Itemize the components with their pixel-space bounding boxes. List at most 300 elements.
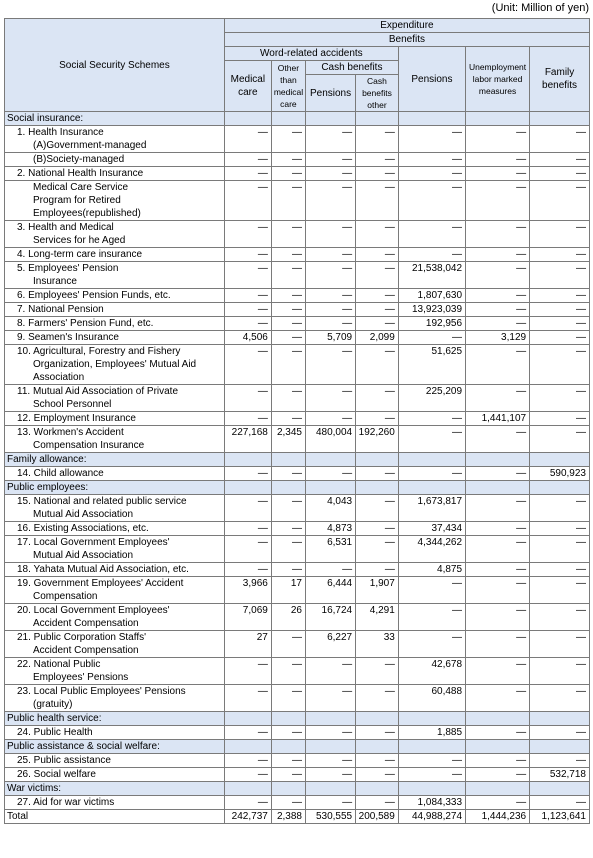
value-cell: — bbox=[398, 167, 465, 181]
scheme-name-line: 16. Existing Associations, etc. bbox=[17, 523, 149, 534]
scheme-name-line: Compensation Insurance bbox=[33, 440, 145, 451]
scheme-name-line: Mutual Aid Association bbox=[33, 509, 134, 520]
scheme-name bbox=[5, 522, 225, 536]
value-cell: — bbox=[530, 126, 590, 153]
table-row bbox=[5, 754, 590, 768]
value-cell: — bbox=[530, 303, 590, 317]
value-cell: 1,444,236 bbox=[466, 810, 530, 824]
value-cell: — bbox=[356, 685, 399, 712]
header-cash-pensions: Pensions bbox=[305, 75, 355, 112]
scheme-name bbox=[5, 385, 225, 412]
section-fill-cell bbox=[530, 740, 590, 754]
value-cell: — bbox=[356, 467, 399, 481]
value-cell: — bbox=[530, 262, 590, 289]
scheme-name bbox=[5, 331, 225, 345]
scheme-name bbox=[5, 536, 225, 563]
value-cell: — bbox=[305, 467, 355, 481]
scheme-name bbox=[5, 631, 225, 658]
section-fill-cell bbox=[530, 481, 590, 495]
value-cell: — bbox=[271, 726, 305, 740]
section-fill-cell bbox=[305, 782, 355, 796]
table-header bbox=[5, 19, 590, 112]
value-cell: — bbox=[466, 726, 530, 740]
value-cell: — bbox=[466, 289, 530, 303]
value-cell: — bbox=[530, 577, 590, 604]
value-cell: — bbox=[271, 658, 305, 685]
value-cell: — bbox=[530, 495, 590, 522]
value-cell: 2,345 bbox=[271, 426, 305, 453]
scheme-name-line: 23. Local Public Employees' Pensions bbox=[17, 686, 186, 697]
table-row bbox=[5, 467, 590, 481]
value-cell: 3,129 bbox=[466, 331, 530, 345]
section-fill-cell bbox=[271, 112, 305, 126]
table-row bbox=[5, 536, 590, 563]
value-cell: — bbox=[305, 796, 355, 810]
value-cell: — bbox=[305, 563, 355, 577]
scheme-name bbox=[5, 495, 225, 522]
value-cell: — bbox=[530, 248, 590, 262]
scheme-name-line: 6. Employees' Pension Funds, etc. bbox=[17, 290, 171, 301]
value-cell: 4,043 bbox=[305, 495, 355, 522]
value-cell: — bbox=[224, 412, 271, 426]
value-cell: — bbox=[305, 167, 355, 181]
section-fill-cell bbox=[271, 782, 305, 796]
value-cell: — bbox=[530, 726, 590, 740]
value-cell: — bbox=[356, 658, 399, 685]
value-cell: — bbox=[356, 303, 399, 317]
scheme-name-line: 18. Yahata Mutual Aid Association, etc. bbox=[17, 564, 189, 575]
scheme-name-line: 13. Workmen's Accident bbox=[17, 427, 124, 438]
value-cell: 4,506 bbox=[224, 331, 271, 345]
scheme-name-line: Medical Care Service bbox=[33, 182, 129, 193]
section-fill-cell bbox=[530, 453, 590, 467]
value-cell: — bbox=[356, 385, 399, 412]
section-fill-cell bbox=[466, 782, 530, 796]
value-cell: 242,737 bbox=[224, 810, 271, 824]
section-label: Public health service: bbox=[5, 712, 225, 726]
value-cell: 6,531 bbox=[305, 536, 355, 563]
value-cell: — bbox=[305, 153, 355, 167]
value-cell: 225,209 bbox=[398, 385, 465, 412]
value-cell: — bbox=[356, 289, 399, 303]
value-cell: — bbox=[271, 331, 305, 345]
value-cell: — bbox=[466, 631, 530, 658]
value-cell: — bbox=[530, 167, 590, 181]
scheme-name-line: Employees' Pensions bbox=[33, 672, 129, 683]
table-row bbox=[5, 726, 590, 740]
value-cell: — bbox=[271, 768, 305, 782]
value-cell: 13,923,039 bbox=[398, 303, 465, 317]
value-cell: 6,227 bbox=[305, 631, 355, 658]
value-cell: — bbox=[356, 345, 399, 385]
value-cell: — bbox=[224, 126, 271, 153]
value-cell: — bbox=[224, 796, 271, 810]
scheme-name-line: 9. Seamen's Insurance bbox=[17, 332, 119, 343]
value-cell: — bbox=[224, 754, 271, 768]
value-cell: — bbox=[530, 685, 590, 712]
section-row bbox=[5, 782, 590, 796]
scheme-name bbox=[5, 467, 225, 481]
value-cell: — bbox=[271, 181, 305, 221]
value-cell: 4,344,262 bbox=[398, 536, 465, 563]
value-cell: — bbox=[530, 289, 590, 303]
scheme-name-line: (A)Government-managed bbox=[33, 140, 147, 151]
value-cell: 530,555 bbox=[305, 810, 355, 824]
section-fill-cell bbox=[305, 112, 355, 126]
section-fill-cell bbox=[305, 740, 355, 754]
table-row bbox=[5, 345, 590, 385]
scheme-name bbox=[5, 563, 225, 577]
value-cell: — bbox=[466, 126, 530, 153]
scheme-name bbox=[5, 685, 225, 712]
value-cell: — bbox=[356, 563, 399, 577]
value-cell: — bbox=[530, 522, 590, 536]
section-fill-cell bbox=[271, 481, 305, 495]
section-label: Public employees: bbox=[5, 481, 225, 495]
section-fill-cell bbox=[271, 453, 305, 467]
value-cell: — bbox=[356, 536, 399, 563]
value-cell: — bbox=[271, 345, 305, 385]
value-cell: — bbox=[398, 604, 465, 631]
value-cell: — bbox=[530, 221, 590, 248]
section-fill-cell bbox=[530, 712, 590, 726]
value-cell: — bbox=[530, 385, 590, 412]
value-cell: — bbox=[305, 658, 355, 685]
total-row bbox=[5, 810, 590, 824]
value-cell: — bbox=[271, 685, 305, 712]
value-cell: — bbox=[530, 412, 590, 426]
table-row bbox=[5, 221, 590, 248]
value-cell: — bbox=[224, 317, 271, 331]
header-unemployment: Unemployment labor marked measures bbox=[466, 47, 530, 112]
value-cell: — bbox=[356, 768, 399, 782]
value-cell: — bbox=[466, 317, 530, 331]
table-row bbox=[5, 331, 590, 345]
table-row bbox=[5, 563, 590, 577]
section-fill-cell bbox=[224, 481, 271, 495]
scheme-name-line: 11. Mutual Aid Association of Private bbox=[17, 386, 179, 397]
value-cell: — bbox=[466, 221, 530, 248]
value-cell: — bbox=[305, 181, 355, 221]
value-cell: — bbox=[271, 153, 305, 167]
section-fill-cell bbox=[466, 453, 530, 467]
scheme-name bbox=[5, 303, 225, 317]
value-cell: 192,260 bbox=[356, 426, 399, 453]
value-cell: 7,069 bbox=[224, 604, 271, 631]
value-cell: 1,441,107 bbox=[466, 412, 530, 426]
scheme-name-line: 17. Local Government Employees' bbox=[17, 537, 170, 548]
section-fill-cell bbox=[398, 112, 465, 126]
value-cell: — bbox=[398, 221, 465, 248]
value-cell: — bbox=[224, 221, 271, 248]
value-cell: 2,388 bbox=[271, 810, 305, 824]
value-cell: — bbox=[305, 685, 355, 712]
value-cell: — bbox=[356, 522, 399, 536]
table-row bbox=[5, 631, 590, 658]
section-fill-cell bbox=[305, 453, 355, 467]
value-cell: — bbox=[271, 317, 305, 331]
value-cell: — bbox=[466, 658, 530, 685]
value-cell: — bbox=[224, 153, 271, 167]
social-security-expenditure-table bbox=[4, 18, 590, 824]
value-cell: — bbox=[466, 262, 530, 289]
table-row bbox=[5, 796, 590, 810]
value-cell: 532,718 bbox=[530, 768, 590, 782]
value-cell: — bbox=[466, 563, 530, 577]
value-cell: — bbox=[224, 768, 271, 782]
value-cell: 1,123,641 bbox=[530, 810, 590, 824]
header-benefits: Benefits bbox=[224, 33, 589, 47]
table-row bbox=[5, 262, 590, 289]
table-body bbox=[5, 112, 590, 824]
section-fill-cell bbox=[398, 453, 465, 467]
value-cell: — bbox=[530, 331, 590, 345]
value-cell: 6,444 bbox=[305, 577, 355, 604]
table-row bbox=[5, 248, 590, 262]
section-fill-cell bbox=[530, 782, 590, 796]
header-pensions: Pensions bbox=[398, 47, 465, 112]
table-row bbox=[5, 153, 590, 167]
scheme-name-line: 8. Farmers' Pension Fund, etc. bbox=[17, 318, 154, 329]
value-cell: — bbox=[398, 768, 465, 782]
scheme-name-line: Insurance bbox=[33, 276, 77, 287]
scheme-name bbox=[5, 181, 225, 221]
table-row bbox=[5, 768, 590, 782]
scheme-name bbox=[5, 796, 225, 810]
scheme-name-line: (gratuity) bbox=[33, 699, 73, 710]
value-cell: — bbox=[398, 331, 465, 345]
value-cell: — bbox=[530, 563, 590, 577]
value-cell: — bbox=[530, 631, 590, 658]
value-cell: 37,434 bbox=[398, 522, 465, 536]
value-cell: — bbox=[305, 248, 355, 262]
value-cell: — bbox=[356, 181, 399, 221]
scheme-name-line: 24. Public Health bbox=[17, 727, 93, 738]
header-other-than-medical: Other than medical care bbox=[271, 61, 305, 112]
value-cell: — bbox=[224, 726, 271, 740]
table-row bbox=[5, 495, 590, 522]
section-fill-cell bbox=[398, 712, 465, 726]
scheme-name bbox=[5, 726, 225, 740]
value-cell: — bbox=[271, 631, 305, 658]
value-cell: — bbox=[305, 126, 355, 153]
value-cell: 51,625 bbox=[398, 345, 465, 385]
value-cell: 192,956 bbox=[398, 317, 465, 331]
section-row bbox=[5, 712, 590, 726]
value-cell: — bbox=[305, 412, 355, 426]
value-cell: 5,709 bbox=[305, 331, 355, 345]
unit-note: (Unit: Million of yen) bbox=[491, 2, 589, 14]
scheme-name-line: 7. National Pension bbox=[17, 304, 104, 315]
section-label: Family allowance: bbox=[5, 453, 225, 467]
scheme-name-line: 15. National and related public service bbox=[17, 496, 187, 507]
value-cell: — bbox=[356, 167, 399, 181]
scheme-name-line: Accident Compensation bbox=[33, 645, 139, 656]
value-cell: — bbox=[356, 126, 399, 153]
scheme-name-line: 27. Aid for war victims bbox=[17, 797, 115, 808]
header-cash-benefits: Cash benefits bbox=[305, 61, 398, 75]
scheme-name bbox=[5, 345, 225, 385]
value-cell: 590,923 bbox=[530, 467, 590, 481]
value-cell: 4,875 bbox=[398, 563, 465, 577]
value-cell: — bbox=[271, 563, 305, 577]
value-cell: — bbox=[224, 345, 271, 385]
value-cell: — bbox=[356, 726, 399, 740]
value-cell: — bbox=[398, 248, 465, 262]
section-fill-cell bbox=[466, 481, 530, 495]
value-cell: — bbox=[224, 536, 271, 563]
table-row bbox=[5, 126, 590, 153]
scheme-name bbox=[5, 262, 225, 289]
value-cell: 1,807,630 bbox=[398, 289, 465, 303]
value-cell: — bbox=[305, 768, 355, 782]
value-cell: 27 bbox=[224, 631, 271, 658]
value-cell: — bbox=[224, 167, 271, 181]
table-row bbox=[5, 167, 590, 181]
header-cash-other: Cash benefits other bbox=[356, 75, 399, 112]
scheme-name-line: 12. Employment Insurance bbox=[17, 413, 136, 424]
value-cell: 480,004 bbox=[305, 426, 355, 453]
value-cell: — bbox=[271, 289, 305, 303]
scheme-name-line: School Personnel bbox=[33, 399, 112, 410]
value-cell: — bbox=[305, 289, 355, 303]
scheme-name bbox=[5, 153, 225, 167]
value-cell: — bbox=[530, 754, 590, 768]
section-fill-cell bbox=[398, 782, 465, 796]
value-cell: — bbox=[224, 563, 271, 577]
header-family-benefits: Family benefits bbox=[530, 47, 590, 112]
scheme-name-line: 25. Public assistance bbox=[17, 755, 111, 766]
value-cell: — bbox=[224, 248, 271, 262]
value-cell: — bbox=[356, 248, 399, 262]
table-row bbox=[5, 426, 590, 453]
value-cell: — bbox=[356, 754, 399, 768]
value-cell: 227,168 bbox=[224, 426, 271, 453]
value-cell: — bbox=[530, 181, 590, 221]
value-cell: — bbox=[466, 768, 530, 782]
section-label: Public assistance & social welfare: bbox=[5, 740, 225, 754]
value-cell: — bbox=[530, 345, 590, 385]
section-fill-cell bbox=[305, 481, 355, 495]
section-fill-cell bbox=[356, 740, 399, 754]
scheme-name-line: 3. Health and Medical bbox=[17, 222, 114, 233]
scheme-name-line: 5. Employees' Pension bbox=[17, 263, 119, 274]
value-cell: 60,488 bbox=[398, 685, 465, 712]
section-fill-cell bbox=[466, 740, 530, 754]
value-cell: — bbox=[466, 385, 530, 412]
value-cell: — bbox=[271, 754, 305, 768]
scheme-name bbox=[5, 768, 225, 782]
section-row bbox=[5, 481, 590, 495]
scheme-name-line: Services for he Aged bbox=[33, 235, 126, 246]
table-row bbox=[5, 412, 590, 426]
value-cell: — bbox=[305, 345, 355, 385]
table-row bbox=[5, 385, 590, 412]
scheme-name-line: Compensation bbox=[33, 591, 98, 602]
section-row bbox=[5, 112, 590, 126]
value-cell: 200,589 bbox=[356, 810, 399, 824]
value-cell: 17 bbox=[271, 577, 305, 604]
scheme-name bbox=[5, 317, 225, 331]
value-cell: 1,885 bbox=[398, 726, 465, 740]
value-cell: — bbox=[271, 126, 305, 153]
value-cell: — bbox=[466, 303, 530, 317]
scheme-name bbox=[5, 412, 225, 426]
table-row bbox=[5, 522, 590, 536]
value-cell: — bbox=[271, 221, 305, 248]
value-cell: 4,873 bbox=[305, 522, 355, 536]
value-cell: 1,907 bbox=[356, 577, 399, 604]
value-cell: — bbox=[224, 685, 271, 712]
scheme-name-line: 2. National Health Insurance bbox=[17, 168, 144, 179]
section-fill-cell bbox=[271, 712, 305, 726]
section-fill-cell bbox=[356, 782, 399, 796]
section-label: Social insurance: bbox=[5, 112, 225, 126]
value-cell: — bbox=[398, 126, 465, 153]
value-cell: 33 bbox=[356, 631, 399, 658]
value-cell: 21,538,042 bbox=[398, 262, 465, 289]
scheme-name bbox=[5, 426, 225, 453]
section-fill-cell bbox=[224, 712, 271, 726]
section-fill-cell bbox=[224, 782, 271, 796]
value-cell: 3,966 bbox=[224, 577, 271, 604]
value-cell: — bbox=[356, 221, 399, 248]
value-cell: — bbox=[356, 412, 399, 426]
value-cell: — bbox=[305, 262, 355, 289]
value-cell: — bbox=[271, 167, 305, 181]
value-cell: 26 bbox=[271, 604, 305, 631]
section-fill-cell bbox=[224, 740, 271, 754]
value-cell: — bbox=[305, 303, 355, 317]
value-cell: — bbox=[356, 317, 399, 331]
scheme-name bbox=[5, 604, 225, 631]
value-cell: — bbox=[466, 754, 530, 768]
scheme-name bbox=[5, 221, 225, 248]
value-cell: — bbox=[271, 536, 305, 563]
value-cell: — bbox=[530, 536, 590, 563]
value-cell: — bbox=[305, 726, 355, 740]
value-cell: 44,988,274 bbox=[398, 810, 465, 824]
table-row bbox=[5, 658, 590, 685]
value-cell: — bbox=[466, 167, 530, 181]
section-fill-cell bbox=[398, 481, 465, 495]
value-cell: — bbox=[398, 426, 465, 453]
section-fill-cell bbox=[224, 453, 271, 467]
section-label: War victims: bbox=[5, 782, 225, 796]
value-cell: — bbox=[305, 385, 355, 412]
scheme-name bbox=[5, 167, 225, 181]
scheme-name-line: 22. National Public bbox=[17, 659, 101, 670]
value-cell: — bbox=[530, 658, 590, 685]
value-cell: — bbox=[398, 412, 465, 426]
scheme-name bbox=[5, 248, 225, 262]
scheme-name bbox=[5, 577, 225, 604]
value-cell: — bbox=[271, 385, 305, 412]
value-cell: 1,673,817 bbox=[398, 495, 465, 522]
value-cell: — bbox=[466, 522, 530, 536]
value-cell: — bbox=[466, 426, 530, 453]
value-cell: — bbox=[466, 536, 530, 563]
scheme-name-line: 10. Agricultural, Forestry and Fishery bbox=[17, 346, 181, 357]
value-cell: — bbox=[271, 303, 305, 317]
section-fill-cell bbox=[305, 712, 355, 726]
value-cell: — bbox=[466, 577, 530, 604]
value-cell: — bbox=[271, 412, 305, 426]
value-cell: — bbox=[224, 658, 271, 685]
value-cell: — bbox=[466, 604, 530, 631]
value-cell: — bbox=[530, 796, 590, 810]
value-cell: — bbox=[224, 303, 271, 317]
